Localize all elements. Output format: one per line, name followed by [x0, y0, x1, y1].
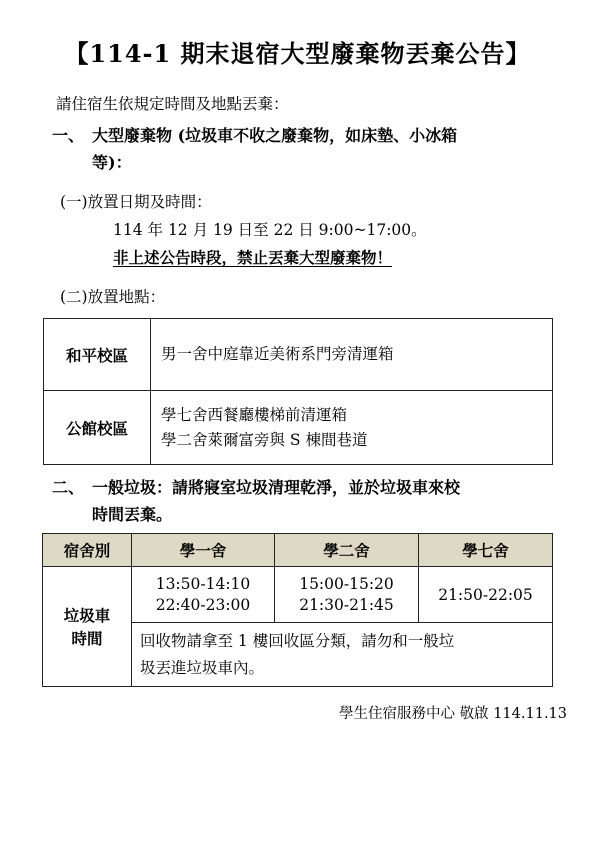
row-label-garbage-time [43, 567, 132, 687]
section1-heading-text: 大型廢棄物 (垃圾車不收之廢棄物，如床墊、小冰箱 [92, 126, 458, 145]
time-dorm1-2: 22:40-23:00 [155, 595, 251, 614]
campus-heping: 和平校區 [44, 319, 151, 391]
page-title: 【114-1 期末退宿大型廢棄物丟棄公告】 [64, 39, 531, 68]
section2-heading-cont: 時間丟棄。 [92, 505, 173, 524]
recycling-note [132, 623, 553, 687]
sub1-label: (一)放置日期及時間： [60, 193, 212, 211]
header-dorm2: 學二舍 [275, 534, 419, 567]
location-row-gongguan [44, 391, 553, 465]
time-dorm1-1: 13:50-14:10 [155, 574, 251, 593]
campus-gongguan: 公館校區 [44, 391, 151, 465]
header-dorm: 宿舍別 [43, 534, 132, 567]
location-gongguan-2: 學二舍萊爾富旁與 S 棟間巷道 [161, 430, 368, 449]
times-dorm2 [275, 567, 419, 623]
location-row-heping [44, 319, 553, 391]
times-dorm1 [132, 567, 275, 623]
time-dorm2-2: 21:30-21:45 [299, 595, 394, 614]
location-table [43, 318, 553, 465]
sub1-warning [113, 246, 392, 268]
schedule-times-row [43, 567, 553, 623]
note-line1: 回收物請拿至 1 樓回收區分類，請勿和一般垃 [140, 631, 455, 650]
section2-heading [52, 474, 460, 528]
schedule-header-row [43, 534, 553, 567]
intro-text: 請住宿生依規定時間及地點丟棄： [56, 95, 289, 113]
garbage-schedule-table [42, 533, 553, 687]
sub1-date: 114 年 12 月 19 日至 22 日 9:00~17:00。 [113, 221, 427, 239]
header-dorm1: 學一舍 [132, 534, 275, 567]
section2-number: 二、 [52, 478, 85, 497]
section1-heading [52, 122, 457, 176]
footer-signature: 學生住宿服務中心 敬啟 114.11.13 [338, 706, 567, 722]
location-gongguan-1: 學七舍西餐廳樓梯前清運箱 [161, 405, 348, 424]
warning-text: 非上述公告時段，禁止丟棄大型廢棄物！ [113, 248, 393, 267]
time-dorm2-1: 15:00-15:20 [299, 574, 394, 593]
times-dorm7 [419, 567, 553, 623]
section1-heading-cont: 等)： [92, 153, 132, 172]
section1-number: 一、 [52, 126, 85, 145]
row-label-line1: 垃圾車 [63, 605, 111, 625]
row-label-line2: 時間 [71, 628, 103, 648]
note-line2: 圾丟進垃圾車內。 [140, 658, 265, 677]
location-gongguan [151, 391, 553, 465]
header-dorm7: 學七舍 [419, 534, 553, 567]
time-dorm7-1: 21:50-22:05 [438, 585, 533, 604]
location-heping-1: 男一舍中庭靠近美術系門旁清運箱 [151, 319, 553, 391]
section2-heading-text: 一般垃圾：請將寢室垃圾清理乾淨，並於垃圾車來校 [92, 478, 461, 497]
sub2-label: (二)放置地點： [60, 288, 166, 306]
